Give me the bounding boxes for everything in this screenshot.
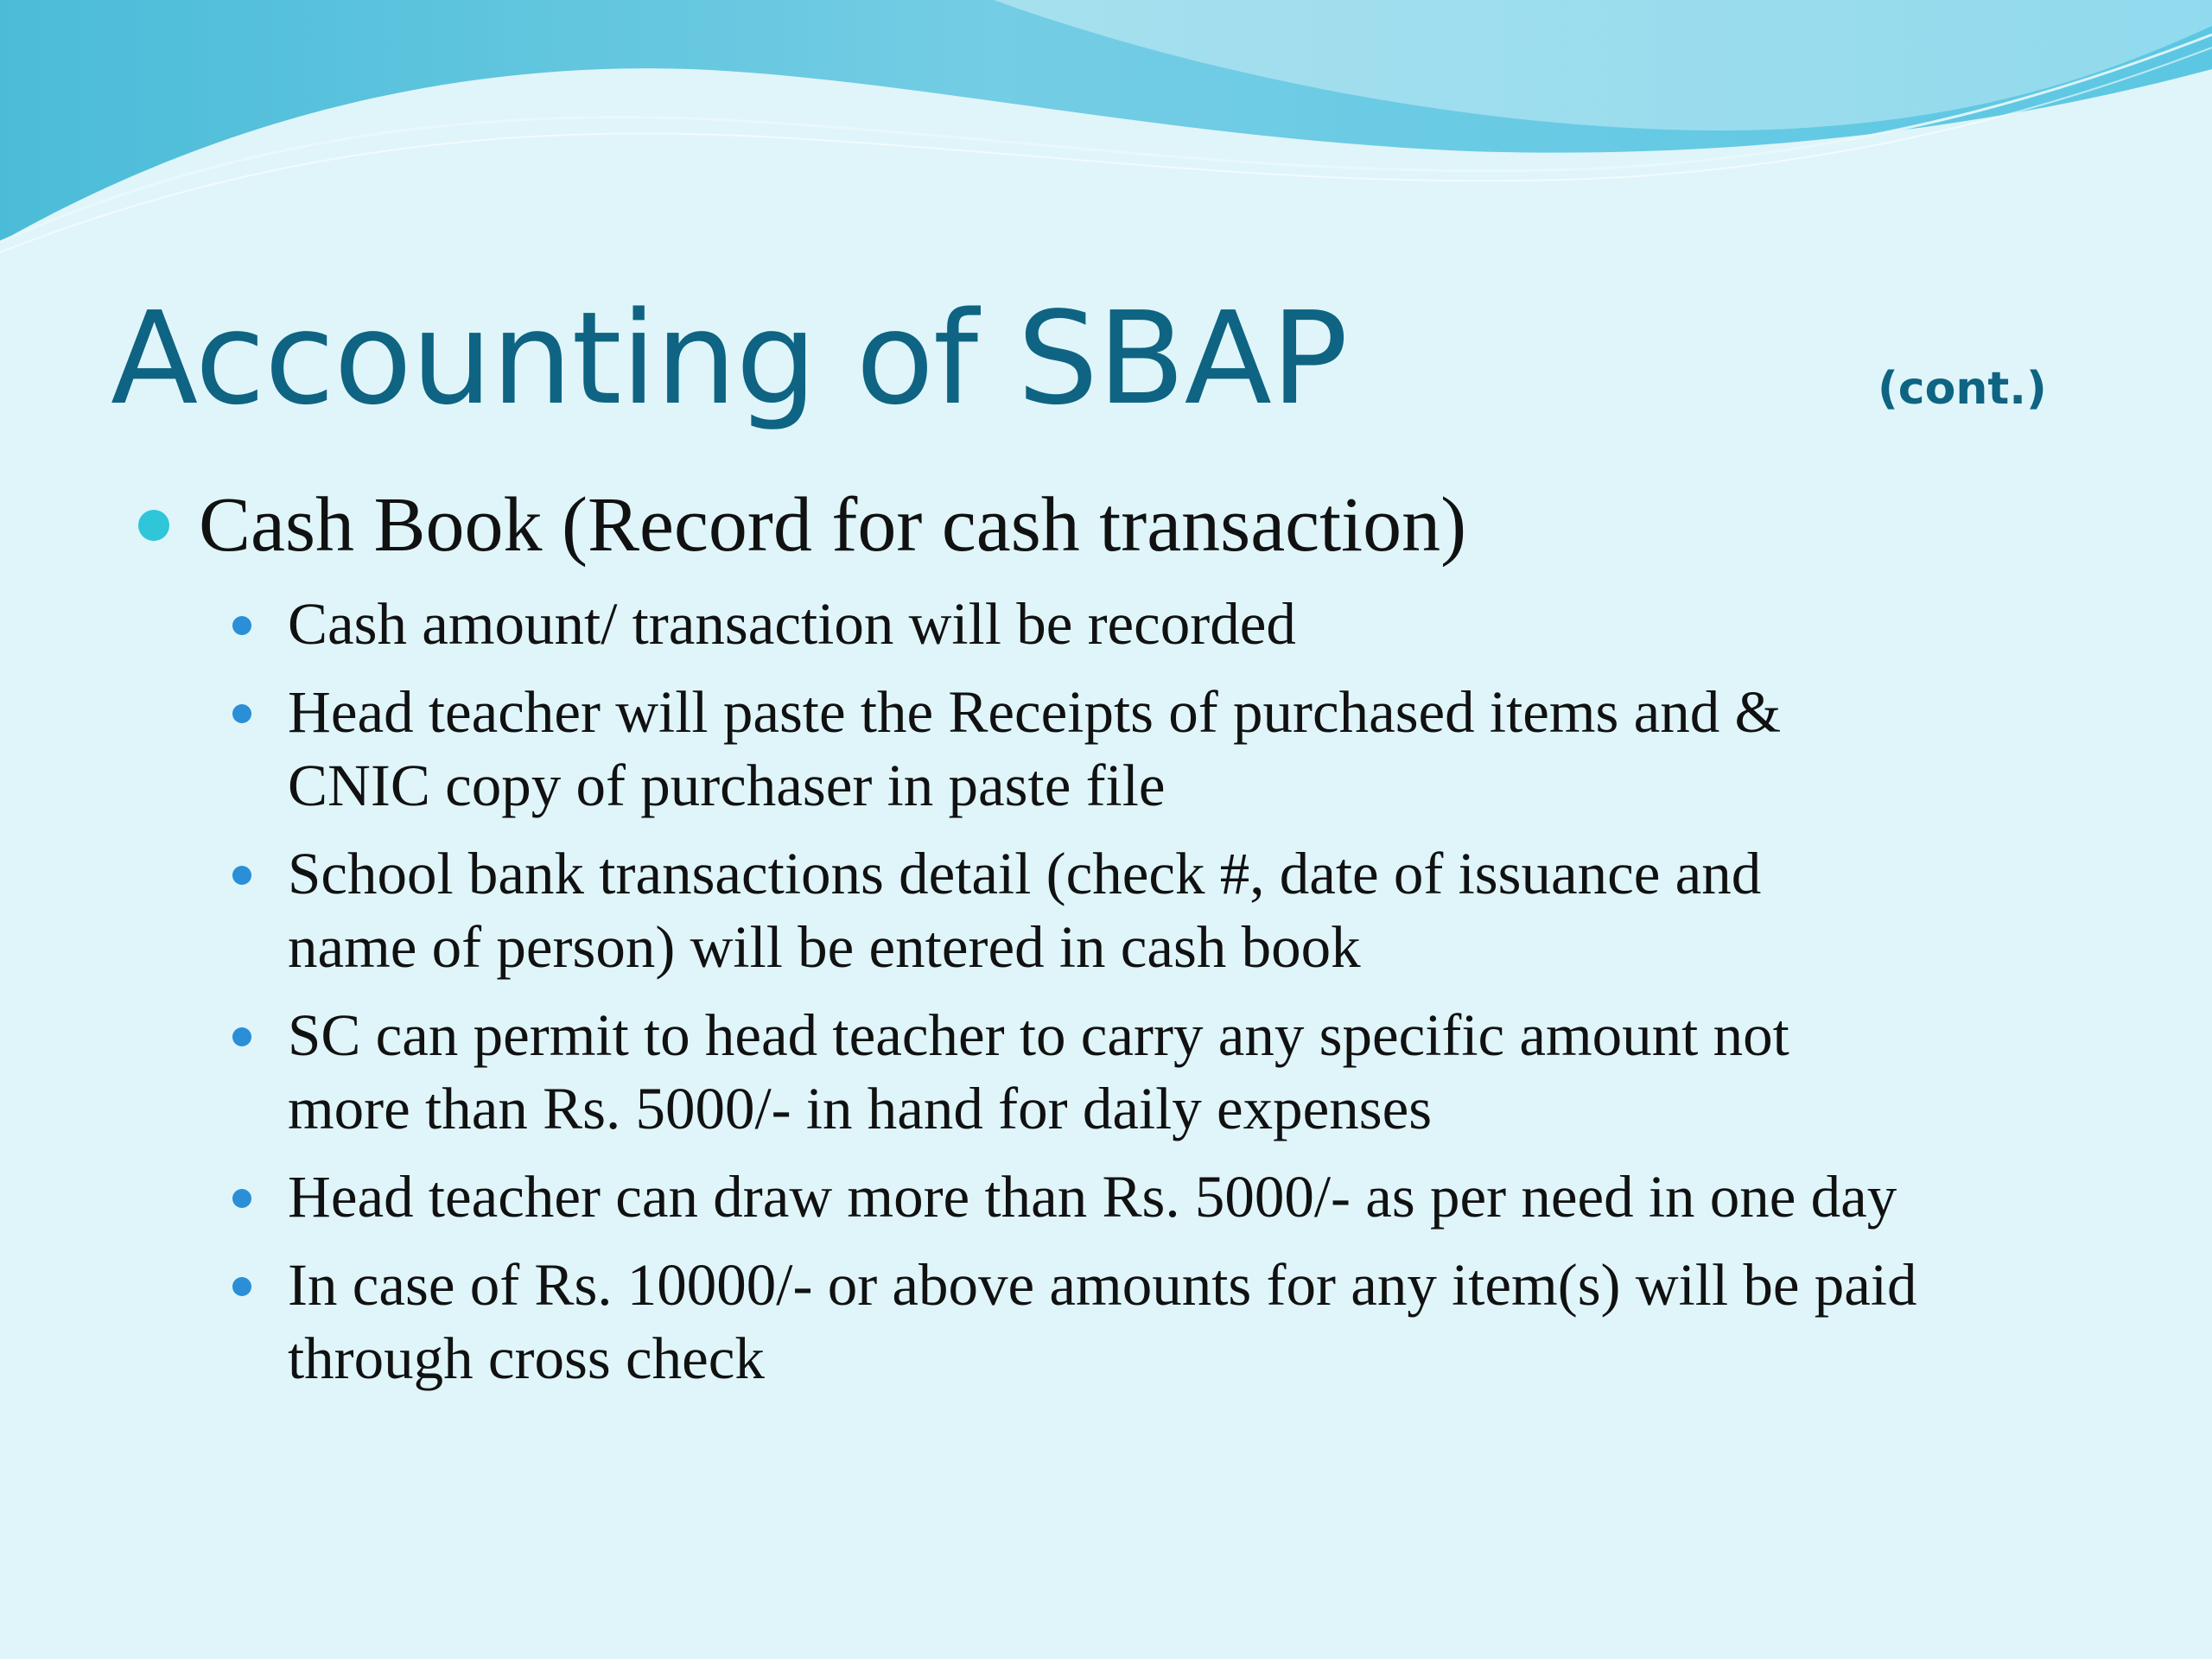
sub-bullet-line: Cash amount/ transaction will be recorded (288, 591, 1296, 657)
sub-bullet-item (229, 1249, 2113, 1395)
sub-bullet-icon (232, 704, 251, 723)
main-bullet-text: Cash Book (Record for cash transaction) (199, 482, 1467, 568)
sub-bullet-line: name of person) will be entered in cash book (288, 914, 1361, 980)
sub-bullet-item (229, 676, 2113, 823)
sub-bullet-list (229, 588, 2113, 1410)
sub-bullet-icon (232, 1277, 251, 1296)
slide-title: Accounting of SBAP (111, 284, 1348, 433)
sub-bullet-item (229, 999, 2113, 1146)
sub-bullet-line: In case of Rs. 10000/- or above amounts for any item(s) will be paid (288, 1252, 1917, 1318)
sub-bullet-icon (232, 866, 251, 885)
sub-bullet-line: Head teacher can draw more than Rs. 5000/- as per need in one day (288, 1164, 1897, 1230)
main-bullet-icon (138, 510, 169, 541)
sub-bullet-line: SC can permit to head teacher to carry any specific amount not (288, 1002, 1789, 1068)
sub-bullet-line: through cross check (288, 1325, 765, 1391)
sub-bullet-line: Head teacher will paste the Receipts of purchased items and & (288, 679, 1782, 745)
title-suffix: (cont.) (1878, 363, 2047, 415)
sub-bullet-item (229, 1160, 2113, 1234)
sub-bullet-icon (232, 1189, 251, 1208)
sub-bullet-line: more than Rs. 5000/- in hand for daily expenses (288, 1076, 1433, 1141)
sub-bullet-item (229, 588, 2113, 661)
sub-bullet-item (229, 837, 2113, 984)
sub-bullet-icon (232, 1027, 251, 1046)
sub-bullet-line: School bank transactions detail (check #, date of issuance and (288, 841, 1762, 906)
sub-bullet-icon (232, 616, 251, 635)
sub-bullet-line: CNIC copy of purchaser in paste file (288, 753, 1166, 818)
